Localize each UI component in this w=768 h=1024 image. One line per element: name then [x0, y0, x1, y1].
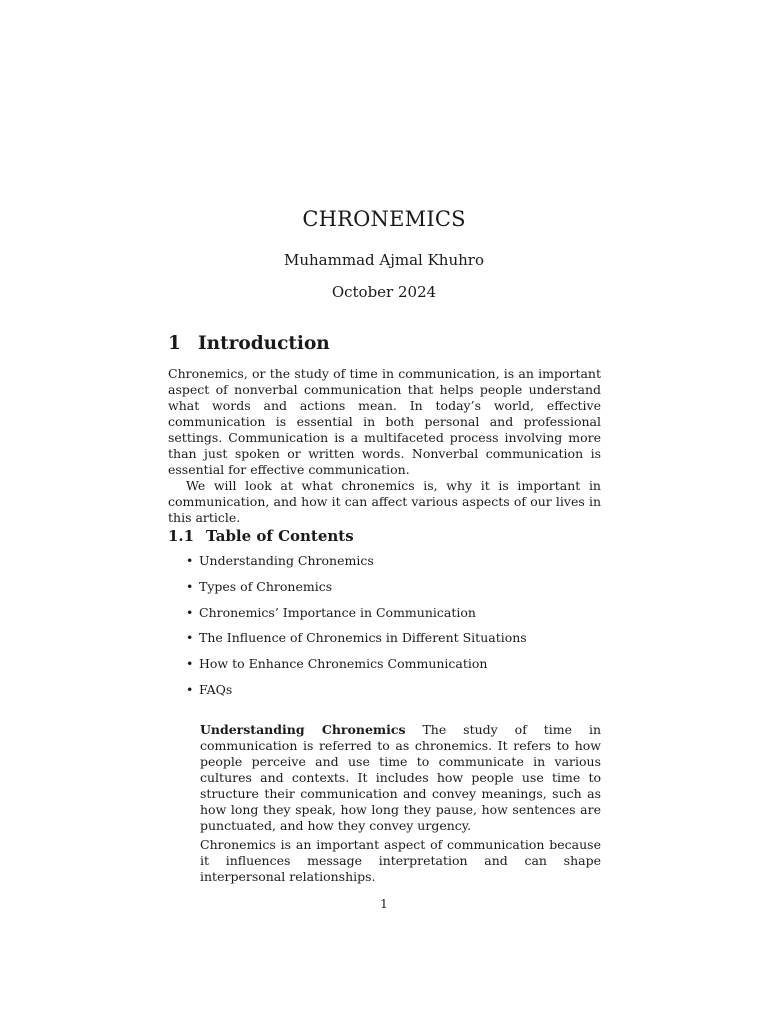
subsection-heading-toc — [168, 527, 354, 545]
table-of-contents-list — [186, 552, 527, 707]
paragraph-body: The study of time in communication is referred to as chronemics. It refers to how people perceive and use time to communicate in various cultures and contexts. It includes how people use time to structure their communication and convey meanings, such as how long they speak, how long they pause, how sentences are punctuated, and how they convey urgency. — [200, 722, 601, 833]
list-item — [186, 552, 527, 578]
toc-item-label: FAQs — [199, 681, 233, 697]
document-author: Muhammad Ajmal Khuhro — [284, 251, 484, 269]
toc-item-label: How to Enhance Chronemics Communication — [199, 656, 488, 672]
toc-item-label: Types of Chronemics — [199, 578, 333, 594]
section-title: Introduction — [198, 333, 330, 354]
toc-item-label: The Influence of Chronemics in Different Situations — [199, 630, 527, 646]
bullet-icon: • — [186, 656, 194, 672]
document-date: October 2024 — [331, 283, 437, 301]
list-item — [186, 604, 527, 630]
intro-paragraph-2: We will look at what chronemics is, why it is important in communication, and how it can affect various aspects of our lives in this article. — [168, 478, 601, 525]
bullet-icon: • — [186, 578, 194, 594]
bullet-icon: • — [186, 553, 194, 568]
importance-paragraph: Chronemics is an important aspect of communication because it influences message interpretation and can shape interpersonal relationships. — [200, 837, 601, 884]
bullet-icon: • — [186, 681, 194, 697]
bullet-icon: • — [186, 630, 194, 646]
list-item — [186, 578, 527, 604]
toc-item-label: Chronemics’ Importance in Communication — [199, 604, 476, 620]
list-item — [186, 629, 527, 655]
section-heading-introduction — [168, 333, 330, 354]
intro-paragraph-1: Chronemics, or the study of time in communication, is an important aspect of nonverbal communication that helps people understand what words and actions mean. In today’s world, effective communication is essential in both personal and professional settings. Communication is a multifaceted process involving more than just spoken or written words. Nonverbal communication is essential for effective communication. — [168, 366, 601, 477]
list-item — [186, 681, 527, 707]
document-title: CHRONEMICS — [302, 207, 466, 231]
list-item — [186, 655, 527, 681]
subsection-number: 1.1 — [168, 527, 195, 545]
section-number: 1 — [168, 333, 181, 354]
subsection-title: Table of Contents — [206, 527, 354, 545]
toc-item-label: Understanding Chronemics — [199, 553, 374, 568]
understanding-chronemics-paragraph — [200, 722, 601, 834]
page-number: 1 — [380, 897, 388, 911]
paragraph-run-in-heading: Understanding Chronemics — [200, 722, 406, 737]
bullet-icon: • — [186, 604, 194, 620]
